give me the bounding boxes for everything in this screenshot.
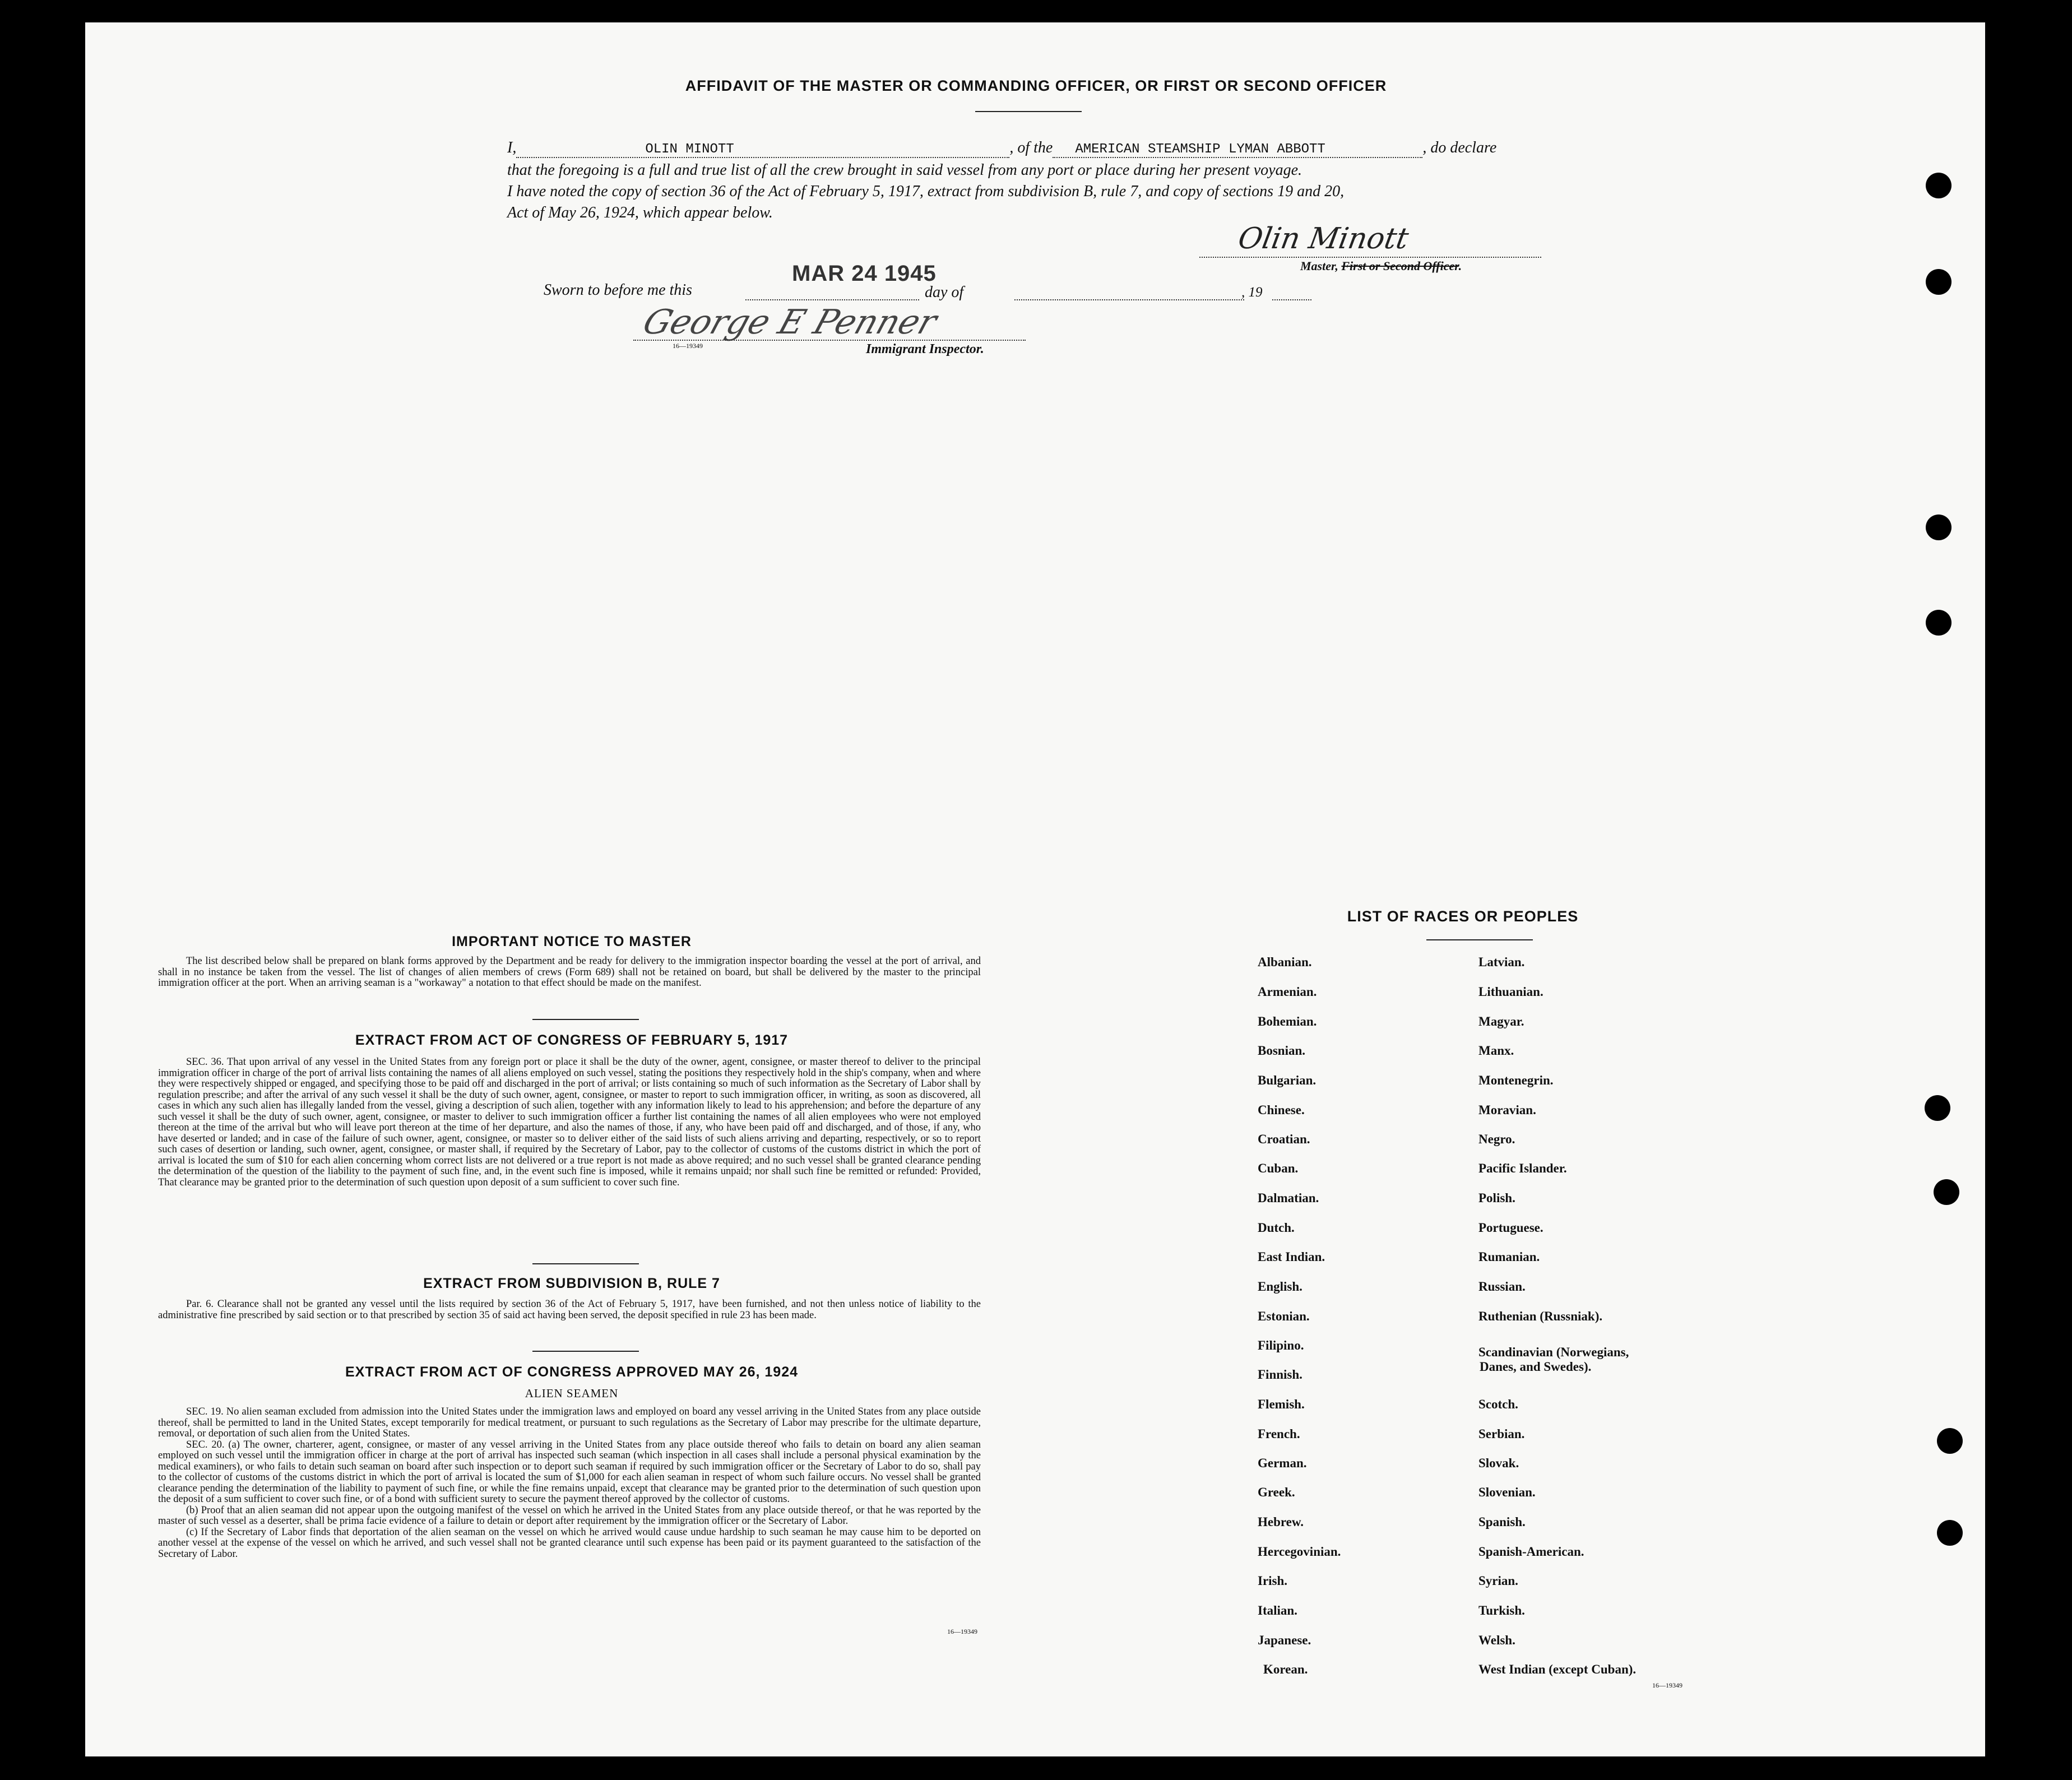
race-item: East Indian. xyxy=(1258,1250,1325,1264)
race-item: Flemish. xyxy=(1258,1397,1305,1411)
race-item: Rumanian. xyxy=(1478,1250,1540,1264)
race-item: Armenian. xyxy=(1258,985,1317,999)
affidavit-title: AFFIDAVIT OF THE MASTER OR COMMANDING OFFICER, OR FIRST OR SECOND OFFICER xyxy=(685,77,1387,94)
race-item: Spanish. xyxy=(1478,1515,1526,1529)
notice-title: IMPORTANT NOTICE TO MASTER xyxy=(452,934,692,949)
master-signature: Olin Minott xyxy=(1235,222,1411,256)
inspector-line xyxy=(633,340,1026,341)
divider xyxy=(532,1263,639,1264)
vessel-name: AMERICAN STEAMSHIP LYMAN ABBOTT xyxy=(1075,142,1325,157)
notice-block xyxy=(158,956,981,989)
race-item: Filipino. xyxy=(1258,1338,1304,1352)
race-item: Bohemian. xyxy=(1258,1014,1317,1028)
race-item: Scotch. xyxy=(1478,1397,1518,1411)
punch-hole xyxy=(1937,1428,1963,1454)
extract-1917-title: EXTRACT FROM ACT OF CONGRESS OF FEBRUARY 5, 1917 xyxy=(355,1032,789,1048)
race-item: Latvian. xyxy=(1478,955,1525,969)
race-item: Negro. xyxy=(1478,1132,1515,1146)
race-item: Lithuanian. xyxy=(1478,985,1543,999)
form-number: 16—19349 xyxy=(1652,1681,1682,1689)
race-item: Chinese. xyxy=(1258,1103,1305,1117)
struck-caption: First or Second Officer xyxy=(1341,259,1459,273)
title-divider xyxy=(975,111,1082,112)
alien-seamen-subtitle: ALIEN SEAMEN xyxy=(525,1387,619,1400)
date-stamp: MAR 24 1945 xyxy=(792,261,937,286)
month-line xyxy=(1014,299,1244,300)
affidavit-line1 xyxy=(507,139,1496,158)
race-item: Scandinavian (Norwegians, xyxy=(1478,1345,1629,1359)
section-20b-text: (b) Proof that an alien seaman did not appear upon the outgoing manifest of the vessel on which he arrived in the United States from any place outside thereof, or that he was reported by the master of such vessel as a deserter, shall be prima facie evidence of a failure to detain or deport after requirement by the immigration officer or the Secretary of Labor. xyxy=(158,1504,981,1527)
race-item: Russian. xyxy=(1478,1280,1526,1294)
race-item: Dutch. xyxy=(1258,1221,1295,1235)
race-item: Greek. xyxy=(1258,1485,1295,1499)
subdivision-b-title: EXTRACT FROM SUBDIVISION B, RULE 7 xyxy=(423,1276,720,1291)
race-item: Croatian. xyxy=(1258,1132,1310,1146)
sworn-text: Sworn to before me this xyxy=(544,281,692,299)
subdivision-b-block xyxy=(158,1299,981,1321)
year-line xyxy=(1272,299,1311,300)
race-item: Syrian. xyxy=(1478,1574,1518,1588)
declare-intro: I, xyxy=(507,139,517,156)
master-name: OLIN MINOTT xyxy=(645,142,734,157)
inspector-caption: Immigrant Inspector. xyxy=(866,342,984,356)
divider xyxy=(1426,939,1533,940)
race-item: Pacific Islander. xyxy=(1478,1161,1567,1175)
race-item: Spanish-American. xyxy=(1478,1545,1584,1559)
inspector-signature: George E Penner xyxy=(638,303,942,342)
race-item: Japanese. xyxy=(1258,1633,1311,1647)
signature-caption: Master, First or Second Officer. xyxy=(1300,259,1462,273)
race-item: Polish. xyxy=(1478,1191,1515,1205)
extract-1917-block xyxy=(158,1057,981,1188)
divider xyxy=(532,1019,639,1020)
punch-hole xyxy=(1925,1095,1950,1121)
notice-text: The list described below shall be prepared on blank forms approved by the Department and be ready for delivery to the immigration inspector boarding the vessel at the port of arrival, and shall in no instance be taken from the vessel. The list of changes of alien members of crews (Form 689) shall not be retained on board, but shall be delivered by the master to the principal immigration officer at the port. When an arriving seaman is a "workaway" a notation to that effect should be made on the manifest. xyxy=(158,956,981,989)
race-item: Montenegrin. xyxy=(1478,1073,1554,1087)
race-item: Turkish. xyxy=(1478,1603,1525,1617)
year-prefix: , 19 xyxy=(1241,285,1263,300)
race-item: Ruthenian (Russniak). xyxy=(1478,1309,1603,1323)
race-item: Albanian. xyxy=(1258,955,1312,969)
race-item: Welsh. xyxy=(1478,1633,1515,1647)
punch-hole xyxy=(1926,269,1952,295)
race-item: Hebrew. xyxy=(1258,1515,1304,1529)
race-item: Korean. xyxy=(1263,1662,1308,1676)
race-item: Cuban. xyxy=(1258,1161,1299,1175)
race-item: Portuguese. xyxy=(1478,1221,1543,1235)
affidavit-line4: Act of May 26, 1924, which appear below. xyxy=(507,204,773,221)
section-20c-text: (c) If the Secretary of Labor finds that deportation of the alien seaman on the vessel on which he arrived would cause undue hardship to such seaman he may cause him to be deported on another vessel at the expense of the vessel on which he arrived, and such vessel shall not be granted clearance until such expense has been paid or its payment guaranteed to the satisfaction of the Secretary of Labor. xyxy=(158,1526,981,1560)
affidavit-line3: I have noted the copy of section 36 of the Act of February 5, 1917, extract from subdivision B, rule 7, and copy of sections 19 and 20, xyxy=(507,183,1345,200)
extract-1924-block xyxy=(158,1407,981,1560)
punch-hole xyxy=(1926,514,1952,540)
race-item: Magyar. xyxy=(1478,1014,1524,1028)
race-item: Bulgarian. xyxy=(1258,1073,1317,1087)
race-item: Slovak. xyxy=(1478,1456,1519,1470)
race-item: Irish. xyxy=(1258,1574,1288,1588)
race-item: Dalmatian. xyxy=(1258,1191,1319,1205)
section-19-text: SEC. 19. No alien seaman excluded from admission into the United States under the immigration laws and employed on board any vessel arriving in the United States from any place outside thereof, shall be permitted to land in the United States, except temporarily for medical treatment, or pursuant to such regulations as the Secretary of Labor may prescribe for the ultimate departure, removal, or deportation of such alien from the United States. xyxy=(158,1406,981,1439)
affidavit-line2: that the foregoing is a full and true list of all the crew brought in said vessel from any port or place during her present voyage. xyxy=(507,161,1302,179)
paragraph-6-text: Par. 6. Clearance shall not be granted any vessel until the lists required by section 36 of the Act of February 5, 1917, have been furnished, and not then unless notice of liability to the administrative fine prescribed by said section or to that prescribed by section 35 of said act having been served, the deposit specified in rule 23 has been made. xyxy=(158,1299,981,1321)
sworn-day-line xyxy=(745,299,919,300)
race-item: English. xyxy=(1258,1280,1302,1294)
race-item: German. xyxy=(1258,1456,1307,1470)
punch-hole xyxy=(1926,610,1952,636)
form-number: 16—19349 xyxy=(673,342,703,350)
races-title: LIST OF RACES OR PEOPLES xyxy=(1347,908,1579,925)
race-item: Italian. xyxy=(1258,1603,1297,1617)
race-item: Hercegovinian. xyxy=(1258,1545,1341,1559)
extract-1924-title: EXTRACT FROM ACT OF CONGRESS APPROVED MAY 26, 1924 xyxy=(345,1364,799,1380)
punch-hole xyxy=(1934,1179,1959,1205)
punch-hole xyxy=(1926,173,1952,198)
section-20a-text: SEC. 20. (a) The owner, charterer, agent, consignee, or master of any vessel arriving in the United States from any place outside thereof who fails to detain on board any alien seaman employed on such vessel until the immigration officer in charge at the port of arrival has inspected such seaman (which inspection in all cases shall include a personal physical examination by the medical examiners), or who fails to detain such seaman on board after such inspection or to deport such seaman if required by such immigration officer or the Secretary of Labor to do so, shall pay to the collector of customs of the customs district in which the port of arrival is located the sum of $1,000 for each alien seaman in respect of whom such failure occurs. No vessel shall be granted clearance pending the determination of the liability to payment of such fine, or while the fine remains unpaid, except that clearance may be granted prior to the determination of such question upon the deposit of a sum sufficient to cover such fine, or of a bond with sufficient surety to secure the payment thereof approved by the collector of customs. xyxy=(158,1439,981,1505)
do-declare-text: , do declare xyxy=(1422,139,1497,156)
race-item: Danes, and Swedes). xyxy=(1480,1360,1592,1374)
race-item: Slovenian. xyxy=(1478,1485,1536,1499)
section-36-text: SEC. 36. That upon arrival of any vessel in the United States from any foreign port or place it shall be the duty of the owner, agent, consignee, or master thereof to deliver to the principal immigration officer in charge of the port of arrival lists containing the names of all aliens employed on such vessel, stating the positions they respectively hold in the ship's company, when and where they were respectively shipped or engaged, and specifying those to be paid off and discharged in the port of arrival; or lists containing so much of such information as the Secretary of Labor shall by regulation prescribe; and after the arrival of any such vessel it shall be the duty of such owner, agent, consignee, or master to report to such immigration officer, in writing, as soon as discovered, all cases in which any such alien has illegally landed from the vessel, giving a description of such alien, together with any information likely to lead to his apprehension; and before the departure of any such vessel it shall be the duty of such owner, agent, consignee, or master to deliver to such immigration officer a further list containing the names of all alien employees who were not employed thereon at the time of the arrival but who will leave port thereon at the time of her departure, and also the names of those, if any, who have been paid off and discharged, and of those, if any, who have deserted or landed; and in case of the failure of such owner, agent, consignee, or master so to deliver either of the said lists of such aliens arriving and departing, respectively, or so to report such cases of desertion or landing, such owner, agent, consignee, or master shall, if required by the Secretary of Labor, pay to the collector of customs of the customs district in which the port of arrival is located the sum of $10 for each alien concerning whom correct lists are not delivered or a true report is not made as above required; and no such vessel shall be granted clearance pending the determination of the question of the liability to the payment of such fine, and, in the event such fine is imposed, while it remains unpaid; nor shall such fine be remitted or refunded: Provided, That clearance may be granted prior to the determination of such question upon deposit of a sum sufficient to cover such fine. xyxy=(158,1056,981,1188)
divider xyxy=(532,1351,639,1352)
race-item: Manx. xyxy=(1478,1044,1514,1058)
race-item: Serbian. xyxy=(1478,1427,1525,1441)
race-item: Estonian. xyxy=(1258,1309,1310,1323)
punch-hole xyxy=(1937,1520,1963,1546)
signature-line xyxy=(1199,257,1541,258)
race-item: French. xyxy=(1258,1427,1300,1441)
race-item: Finnish. xyxy=(1258,1368,1302,1382)
race-item: Bosnian. xyxy=(1258,1044,1306,1058)
day-of-text: day of xyxy=(925,284,964,301)
form-number: 16—19349 xyxy=(947,1628,977,1635)
race-item: West Indian (except Cuban). xyxy=(1478,1662,1637,1676)
race-item: Moravian. xyxy=(1478,1103,1536,1117)
of-the-text: , of the xyxy=(1009,139,1053,156)
